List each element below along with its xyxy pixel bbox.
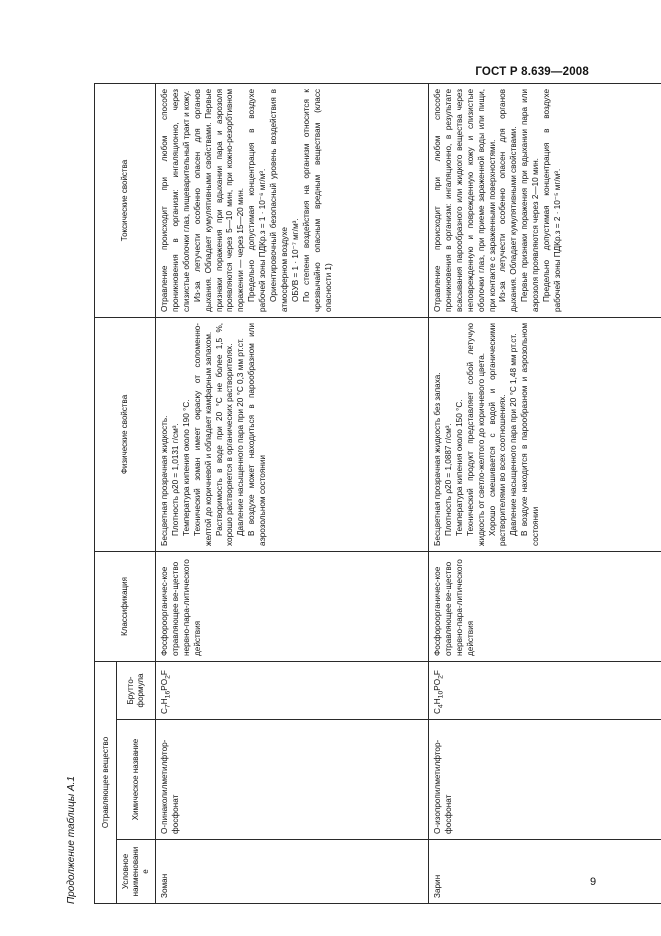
physical-properties-cell xyxy=(429,317,661,551)
header-physical-properties: Физические свойства xyxy=(95,317,156,551)
substances-table xyxy=(94,83,661,904)
standard-code: ГОСТ Р 8.639—2008 xyxy=(475,66,589,78)
formula-cell: $C_7H_{16}PO_2F$ xyxy=(156,661,429,719)
classification-cell: Фосфороорганичес-кое отравляющее ве-щество нервно-пара-литического действия xyxy=(429,551,661,661)
physical-line: Температура кипения около 150 °С. xyxy=(454,399,464,536)
toxic-line: Из-за летучести особенно опасен для органов дыхания. Обладает кумулятивными свойствами. xyxy=(498,88,519,312)
physical-line: Давление насыщенного пара при 20 °С 1,48 мм рт.ст. xyxy=(509,333,519,536)
toxic-line: Отравление происходит при любом способе проникновения в организм: ингаляционно, через слизистые оболочки глаз, пищеварительный тракт и кожу. xyxy=(160,88,191,312)
header-chemical-name: Химическое название xyxy=(117,720,156,840)
physical-line: Бесцветная прозрачная жидкость. xyxy=(160,415,169,546)
header-gross-formula: Брутто-формула xyxy=(117,661,156,719)
conventional-name-cell: Зарин xyxy=(429,840,661,904)
physical-properties-cell xyxy=(156,317,429,551)
conventional-name-cell: Зоман xyxy=(156,840,429,904)
classification-cell: Фосфороорганичес-кое отравляющее ве-щество нервно-пара-литического действия xyxy=(156,551,429,661)
toxic-line: ОБУВ = 1 · 10⁻⁷ мг/м³. xyxy=(290,218,300,302)
toxic-line: Предельно допустимая концентрация в воздухе рабочей зоны ПДКр.з = 2 · 10⁻⁵ мг/м³. xyxy=(542,88,562,312)
physical-line: Растворимость в воде при 20 °С не более 1,5 %, хорошо растворяется в органических растворителях. xyxy=(214,322,235,546)
toxic-line: Из-за летучести особенно опасен для органов дыхания. Обладает кумулятивными свойствами. Первые признаки поражения при вдыхании пара и аэрозоля проявляются через 5—10 мин, при кожно-резорбтивном поражении — через 15—20 мин. xyxy=(192,88,246,312)
physical-line: Бесцветная прозрачная жидкость без запаха. xyxy=(433,372,442,546)
physical-line: Плотность ρ20 = 1,0887 г/см³. xyxy=(443,423,453,536)
table-row xyxy=(156,83,429,903)
physical-line: Технический продукт представляет собой летучую жидкость от светло-желтого до коричневого цвета. xyxy=(465,322,486,546)
physical-line: Технический зоман имеет окраску от соломенно-желтой до коричневой и обладает камфарным запахом. xyxy=(192,322,213,546)
toxic-properties-cell xyxy=(429,83,661,317)
physical-line: Хорошо смешивается с водой и органическими растворителями во всех соотношениях. xyxy=(487,322,508,546)
toxic-line: Первые признаки поражения при вдыхании пара или аэрозоля проявляются через 2—10 мин. xyxy=(520,88,541,312)
toxic-line: Ориентировочный безопасный уровень воздействия в атмосферном воздухе xyxy=(269,88,289,312)
page-number: 9 xyxy=(590,876,597,888)
header-agent-group: Отравляющее вещество xyxy=(95,661,117,903)
table-row xyxy=(429,83,661,903)
toxic-line: По степени воздействия на организм относится к чрезвычайно опасным вредным веществам (класс опасности 1) xyxy=(301,88,333,312)
physical-line: Температура кипения около 190 °С. xyxy=(181,399,191,536)
toxic-line: Отравление происходит при любом способе проникновения в организм: ингаляционно, в результате всасывания парообразного или жидкого вещества через неповрежденную и поврежденную кожу и слизистые оболочки глаз, при приеме зараженной воды или пищи, при контакте с зараженными поверхностями. xyxy=(433,88,497,312)
physical-line: Давление насыщенного пара при 20 °С 0,3 мм рт.ст. xyxy=(236,338,246,536)
header-toxic-properties: Токсические свойства xyxy=(95,83,156,317)
physical-line: В воздухе находится в парообразном и аэрозольном состоянии xyxy=(520,322,541,546)
formula-cell: $C_4H_{10}PO_2F$ xyxy=(429,661,661,719)
physical-line: Плотность ρ20 = 1,0131 г/см³. xyxy=(170,423,180,536)
toxic-line: Предельно допустимая концентрация в воздухе рабочей зоны ПДКр.з = 1 · 10⁻⁶ мг/м³. xyxy=(247,88,268,312)
table-continuation-label: Продолжение таблицы А.1 xyxy=(66,776,77,904)
chemical-name-cell: О-пинаколилметилфтор-фосфонат xyxy=(156,720,429,840)
header-conventional-name: Условное наименование xyxy=(117,840,156,904)
physical-line: В воздухе может находиться в парообразном или аэрозольном состоянии xyxy=(247,322,268,546)
header-classification: Классификация xyxy=(95,551,156,661)
chemical-name-cell: О-изопропилметилфтор-фосфонат xyxy=(429,720,661,840)
toxic-properties-cell xyxy=(156,83,429,317)
